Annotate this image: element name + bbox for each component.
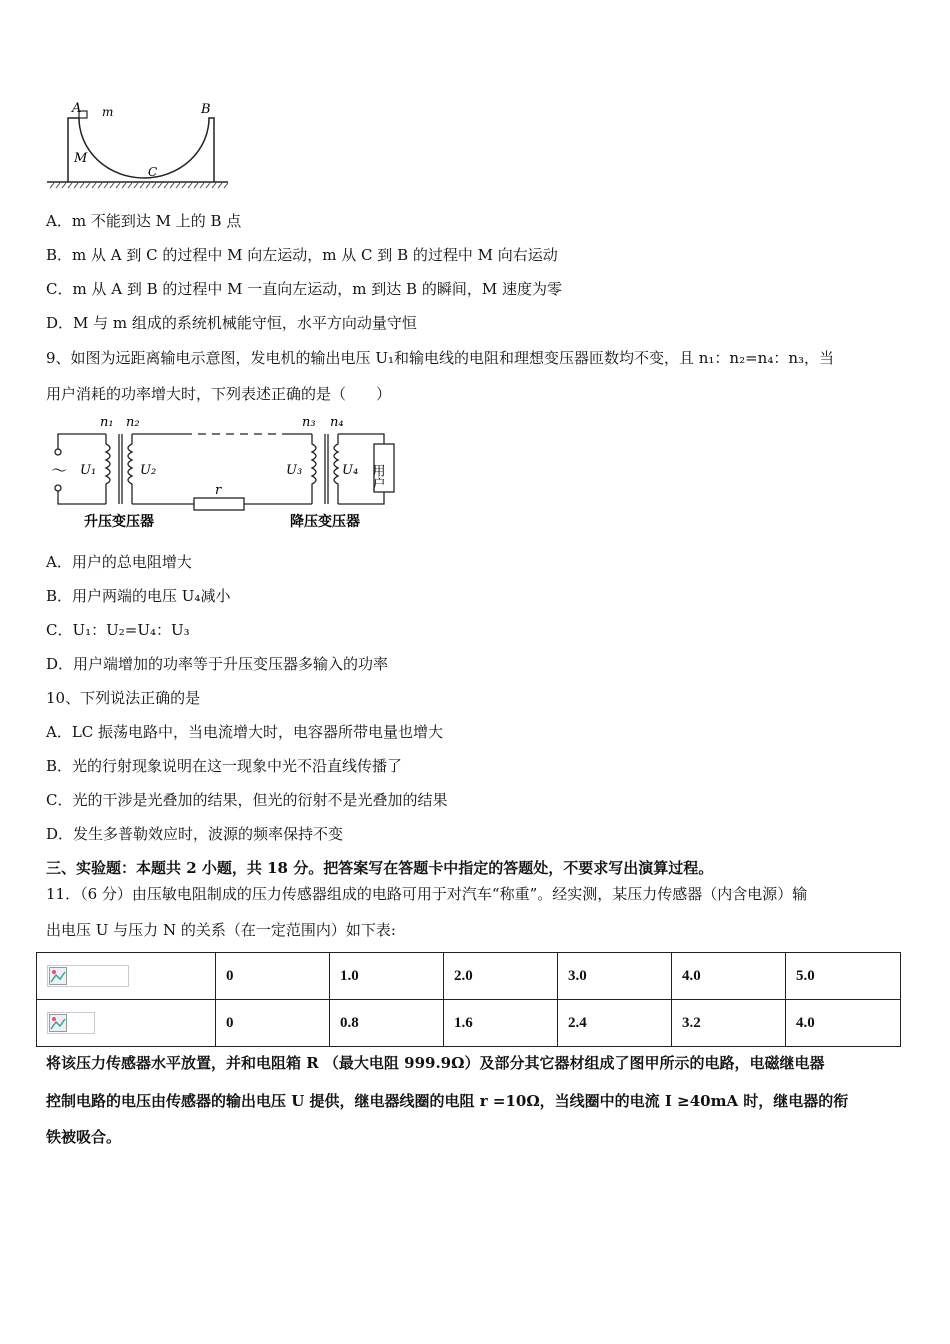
q9-stem-line2: 用户消耗的功率增大时，下列表述正确的是（ ） (46, 385, 392, 403)
label-m: m (102, 105, 114, 119)
q11-stem-line1: 11．（6 分）由压敏电阻制成的压力传感器组成的电路可用于对汽车“称重”。经实测，某压力传感器（内含电源）输 (46, 885, 808, 903)
q8-option-b: B．m 从 A 到 C 的过程中 M 向左运动，m 从 C 到 B 的过程中 M 向右运动 (46, 246, 558, 264)
label-U3: U₃ (286, 463, 303, 478)
q8-option-a: A．m 不能到达 M 上的 B 点 (46, 212, 242, 230)
q10-option-c: C．光的干涉是光叠加的结果，但光的衍射不是光叠加的结果 (46, 791, 448, 809)
q8-option-d: D．M 与 m 组成的系统机械能守恒，水平方向动量守恒 (46, 314, 417, 332)
row-header-cell (37, 953, 216, 1000)
label-step-down: 降压变压器 (290, 514, 360, 530)
table-cell: 0.8 (330, 1000, 444, 1047)
q10-option-a: A．LC 振荡电路中，当电流增大时，电容器所带电量也增大 (46, 723, 444, 741)
table-cell: 4.0 (786, 1000, 901, 1047)
label-C: C (148, 165, 158, 179)
q9-option-d: D．用户端增加的功率等于升压变压器多输入的功率 (46, 655, 389, 673)
table-cell: 2.4 (558, 1000, 672, 1047)
label-U1: U₁ (80, 463, 97, 478)
broken-image-icon (47, 965, 129, 987)
table-cell: 1.6 (444, 1000, 558, 1047)
row-header-cell (37, 1000, 216, 1047)
label-step-up: 升压变压器 (84, 514, 154, 530)
label-U4: U₄ (342, 463, 359, 478)
table-row (37, 1000, 901, 1047)
q11-paragraph-line2: 控制电路的电压由传感器的输出电压 U 提供，继电器线圈的电阻 r =10Ω，当线圈中的电流 I ≥40mA 时，继电器的衔 (46, 1092, 849, 1110)
bowl-block-figure (44, 98, 234, 190)
label-n1: n₁ (100, 415, 114, 430)
q9-stem-line1: 9、如图为远距离输电示意图，发电机的输出电压 U₁和输电线的电阻和理想变压器匝数均不变，且 n₁：n₂=n₄：n₃，当 (46, 349, 835, 367)
q9-option-b: B．用户两端的电压 U₄减小 (46, 587, 231, 605)
table-cell: 1.0 (330, 953, 444, 1000)
q8-option-c: C．m 从 A 到 B 的过程中 M 一直向左运动，m 到达 B 的瞬间，M 速度为零 (46, 280, 562, 298)
table-cell: 4.0 (672, 953, 786, 1000)
table-cell: 0 (216, 1000, 330, 1047)
table-cell: 0 (216, 953, 330, 1000)
transmission-figure (44, 414, 404, 536)
q11-paragraph-line1: 将该压力传感器水平放置，并和电阻箱 R （最大电阻 999.9Ω）及部分其它器材组成了图甲所示的电路，电磁继电器 (46, 1054, 825, 1072)
label-r: r (215, 483, 222, 498)
label-A: A (72, 101, 82, 116)
section-3-heading: 三、实验题：本题共 2 小题，共 18 分。把答案写在答题卡中指定的答题处，不要求写出演算过程。 (46, 859, 714, 877)
label-n3: n₃ (302, 415, 316, 430)
broken-image-icon (47, 1012, 95, 1034)
label-n4: n₄ (330, 415, 344, 430)
ac-source-symbol: ～ (51, 461, 68, 480)
table-cell: 2.0 (444, 953, 558, 1000)
label-B: B (201, 102, 211, 117)
label-user: 用户 (369, 464, 385, 490)
q10-stem: 10、下列说法正确的是 (46, 689, 201, 707)
table-cell: 5.0 (786, 953, 901, 1000)
q10-option-d: D．发生多普勒效应时，波源的频率保持不变 (46, 825, 344, 843)
q11-stem-line2: 出电压 U 与压力 N 的关系（在一定范围内）如下表: (46, 921, 396, 939)
q9-option-c: C．U₁：U₂=U₄：U₃ (46, 621, 190, 639)
table-cell: 3.0 (558, 953, 672, 1000)
label-n2: n₂ (126, 415, 140, 430)
label-M: M (74, 151, 88, 166)
label-U2: U₂ (140, 463, 157, 478)
table-cell: 3.2 (672, 1000, 786, 1047)
pressure-voltage-table (36, 952, 901, 1047)
q9-option-a: A．用户的总电阻增大 (46, 553, 192, 571)
q10-option-b: B．光的行射现象说明在这一现象中光不沿直线传播了 (46, 757, 403, 775)
table-row (37, 953, 901, 1000)
q11-paragraph-line3: 铁被吸合。 (46, 1128, 122, 1146)
